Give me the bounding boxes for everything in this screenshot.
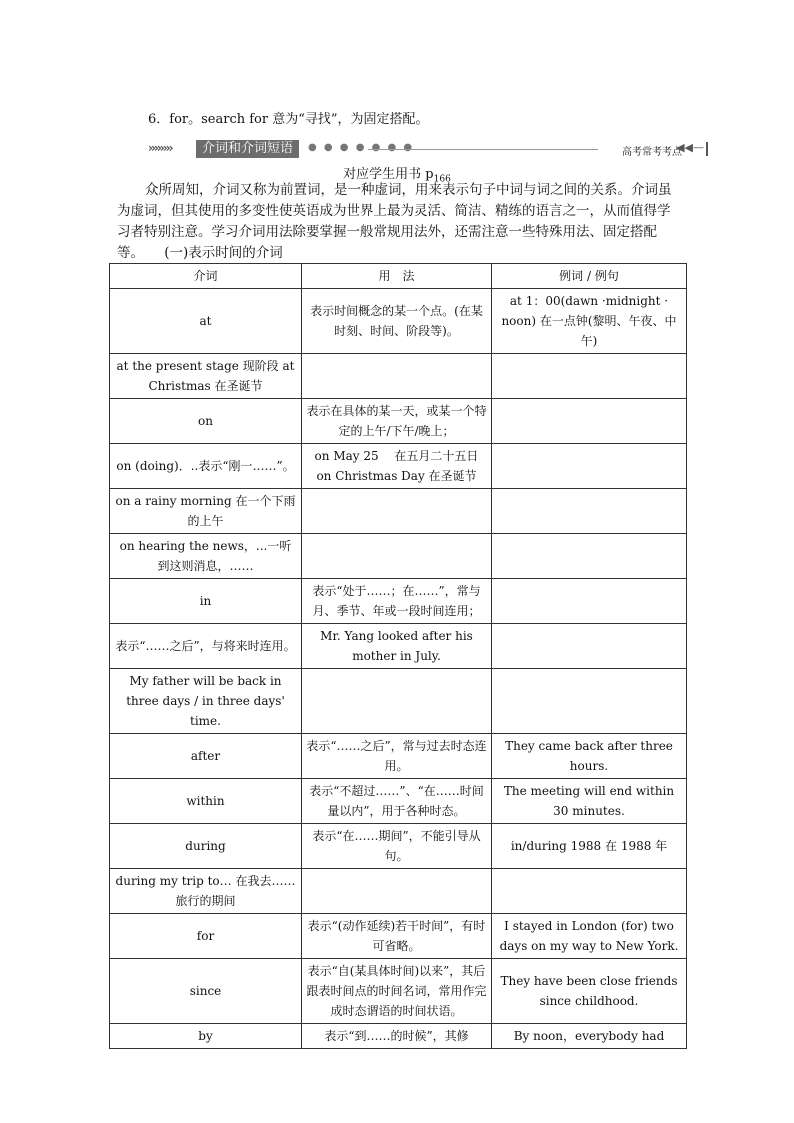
table-cell-c3 [492,534,687,579]
arrow-left-icon: ◀◀— [676,141,704,154]
book-reference-page: 166 [433,174,451,185]
table-cell-c2: 表示“在……期间”，不能引导从句。 [302,824,492,869]
table-row [110,354,687,399]
table-cell-c3: in/during 1988 在 1988 年 [492,824,687,869]
table-cell-c2: Mr. Yang looked after his mother in July. [302,624,492,669]
table-cell-c3 [492,869,687,914]
table-cell-c2: 表示“处于……；在……”，常与月、季节、年或一段时间连用； [302,579,492,624]
table-row [110,824,687,869]
table-cell-c1: for [110,914,302,959]
table-cell-c1: on (doing)．..表示“刚一……”。 [110,444,302,489]
table-row [110,489,687,534]
table-cell-c2 [302,669,492,734]
table-row [110,779,687,824]
table-row [110,959,687,1024]
header-usage: 用 法 [302,264,492,289]
table-cell-c3 [492,354,687,399]
table-header-row [110,264,687,289]
table-cell-c2 [302,354,492,399]
table-row [110,444,687,489]
table-cell-c1: after [110,734,302,779]
table-cell-c1: My father will be back in three days / in three days' time. [110,669,302,734]
table-row [110,734,687,779]
dots-decoration-icon: ● ● ● ● ● ● ● [308,142,415,153]
table-row [110,624,687,669]
intro-paragraph: 众所周知，介词又称为前置词，是一种虚词，用来表示句子中词与词之间的关系。介词虽为虚词，但其使用的多变性使英语成为世界上最为灵活、简洁、精练的语言之一，从而值得学习者特别注意。学习介词用法除要掌握一般常规用法外，还需注意一些特殊用法、固定搭配等。 (一)表示时间的介词 [117,182,672,261]
table-cell-c1: since [110,959,302,1024]
table-cell-c2: 表示时间概念的某一个点。(在某时刻、时间、阶段等)。 [302,289,492,354]
table-row [110,914,687,959]
table-cell-c1: at the present stage 现阶段 at Christmas 在圣诞节 [110,354,302,399]
table-cell-c3 [492,399,687,444]
table-cell-c3 [492,579,687,624]
table-row [110,869,687,914]
table-cell-c3: The meeting will end within 30 minutes. [492,779,687,824]
table-cell-c2 [302,869,492,914]
table-cell-c3: By noon，everybody had [492,1024,687,1049]
table-cell-c3: They have been close friends since childhood. [492,959,687,1024]
table-cell-c1: by [110,1024,302,1049]
table-row [110,534,687,579]
section-title: 介词和介词短语 [196,140,299,158]
table-row [110,289,687,354]
banner-rule [368,149,598,150]
table-cell-c3 [492,624,687,669]
section-banner [148,140,708,158]
header-preposition: 介词 [110,264,302,289]
table-row [110,1024,687,1049]
table-cell-c2: 表示“到……的时候”，其修 [302,1024,492,1049]
table-cell-c2: on May 25 在五月二十五日 on Christmas Day 在圣诞节 [302,444,492,489]
table-cell-c2 [302,534,492,579]
table-cell-c3 [492,489,687,534]
header-example: 例词 / 例句 [492,264,687,289]
table-row [110,669,687,734]
table-cell-c1: within [110,779,302,824]
table-row [110,399,687,444]
table-cell-c3 [492,444,687,489]
table-cell-c3: They came back after three hours. [492,734,687,779]
table-cell-c2: 表示“……之后”，常与过去时态连用。 [302,734,492,779]
table-cell-c2: 表示“自(某具体时间)以来”，其后跟表时间点的时间名词，常用作完成时态谓语的时间状语。 [302,959,492,1024]
table-cell-c3: at 1：00(dawn ·midnight · noon) 在一点钟(黎明、午夜、中午) [492,289,687,354]
table-row [110,579,687,624]
banner-end-bar [706,142,708,156]
table-cell-c2 [302,489,492,534]
table-cell-c1: during my trip to… 在我去……旅行的期间 [110,869,302,914]
table-cell-c1: during [110,824,302,869]
table-cell-c1: at [110,289,302,354]
table-cell-c1: on a rainy morning 在一个下雨的上午 [110,489,302,534]
table-cell-c1: on hearing the news，...一听到这则消息，…… [110,534,302,579]
table-cell-c2: 表示“不超过……”、“在……时间量以内”，用于各种时态。 [302,779,492,824]
table-cell-c1: on [110,399,302,444]
double-chevron-right-icon: ›››››››› [148,141,172,155]
table-cell-c2: 表示在具体的某一天，或某一个特定的上午/下午/晚上； [302,399,492,444]
table-cell-c3 [492,669,687,734]
table-cell-c1: 表示“……之后”，与将来时连用。 [110,624,302,669]
section-tag: 高考常考考点 [622,147,682,158]
answer-line-6: 6．for。search for 意为“寻找”，为固定搭配。 [148,112,429,127]
table-cell-c1: in [110,579,302,624]
table-cell-c2: 表示“(动作延续)若干时间”，有时可省略。 [302,914,492,959]
book-reference-text: 对应学生用书 p [343,167,434,182]
table-cell-c3: I stayed in London (for) two days on my way to New York. [492,914,687,959]
time-preposition-table [109,263,687,1049]
